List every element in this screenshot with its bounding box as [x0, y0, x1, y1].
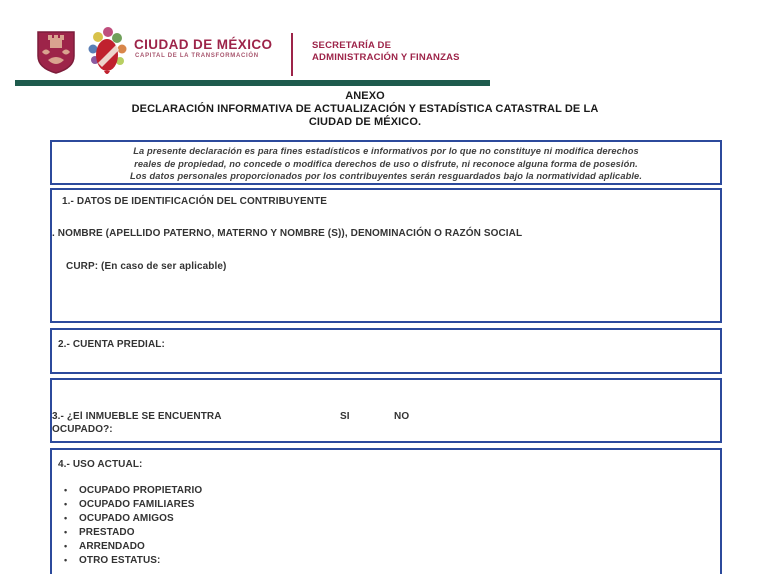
- section-1-identificacion: [50, 188, 722, 323]
- brand-title: CIUDAD DE MÉXICO: [134, 37, 273, 52]
- option-label: OTRO ESTATUS:: [79, 555, 161, 566]
- secretary-line2: ADMINISTRACIÓN Y FINANZAS: [312, 52, 460, 63]
- option-label: PRESTADO: [79, 527, 135, 538]
- title-line1: ANEXO: [345, 90, 385, 102]
- legal-notice-text: [52, 142, 720, 183]
- section-1-heading: 1.- DATOS DE IDENTIFICACIÓN DEL CONTRIBUYENTE: [62, 196, 328, 207]
- brand-subtitle: CAPITAL DE LA TRANSFORMACIÓN: [135, 53, 259, 59]
- option-no-label: NO: [394, 411, 410, 422]
- legal-notice-box: [50, 140, 722, 185]
- title-line3: CIUDAD DE MÉXICO.: [308, 116, 422, 128]
- list-item: [64, 541, 202, 555]
- section-4-uso-actual: [50, 448, 722, 574]
- section-3-inmueble-ocupado: [50, 378, 722, 443]
- option-label: OCUPADO FAMILIARES: [79, 499, 195, 510]
- list-item: [64, 485, 202, 499]
- bullet-icon: •: [64, 485, 68, 495]
- notice-line2: reales de propiedad, no concede o modifica derechos de uso o disfrute, ni reconoce alguna forma de posesión.: [134, 158, 638, 169]
- secretary-name: [312, 40, 460, 64]
- list-item: [64, 555, 202, 569]
- option-label: ARRENDADO: [79, 541, 145, 552]
- bullet-icon: •: [64, 527, 68, 537]
- header-green-bar: [15, 80, 490, 86]
- nombre-field-label: . NOMBRE (APELLIDO PATERNO, MATERNO Y NOMBRE (S)), DENOMINACIÓN O RAZÓN SOCIAL: [52, 228, 523, 239]
- bullet-icon: •: [64, 513, 68, 523]
- notice-line1: La presente declaración es para fines estadísticos e informativos por lo que no constituye ni modifica derechos: [133, 146, 639, 156]
- section-4-heading: 4.- USO ACTUAL:: [58, 459, 143, 470]
- bullet-icon: •: [64, 499, 68, 509]
- notice-line3: Los datos personales proporcionados por los contribuyentes serán resguardados bajo la normatividad aplicable.: [129, 171, 643, 181]
- list-item: [64, 527, 202, 541]
- option-label: OCUPADO AMIGOS: [79, 513, 174, 524]
- section-3-heading-line2: OCUPADO?:: [52, 424, 113, 435]
- bullet-icon: •: [64, 555, 68, 565]
- list-item: [64, 499, 202, 513]
- heraldic-crest-logo: [84, 25, 130, 79]
- title-line2: DECLARACIÓN INFORMATIVA DE ACTUALIZACIÓN Y ESTADÍSTICA CATASTRAL DE LA: [131, 103, 599, 115]
- cdmx-shield-logo: [36, 30, 76, 74]
- option-label: OCUPADO PROPIETARIO: [79, 485, 203, 496]
- section-3-heading-line1: 3.- ¿El INMUEBLE SE ENCUENTRA: [52, 411, 222, 422]
- option-si-label: SI: [340, 411, 350, 422]
- section-2-heading: 2.- CUENTA PREDIAL:: [58, 339, 165, 350]
- header-divider: [291, 33, 293, 76]
- secretary-line1: SECRETARÍA DE: [312, 40, 392, 51]
- curp-field-label: CURP: (En caso de ser aplicable): [66, 261, 227, 272]
- document-title: [0, 90, 730, 129]
- section-2-cuenta-predial: [50, 328, 722, 374]
- uso-actual-option-list: [64, 485, 202, 569]
- list-item: [64, 513, 202, 527]
- bullet-icon: •: [64, 541, 68, 551]
